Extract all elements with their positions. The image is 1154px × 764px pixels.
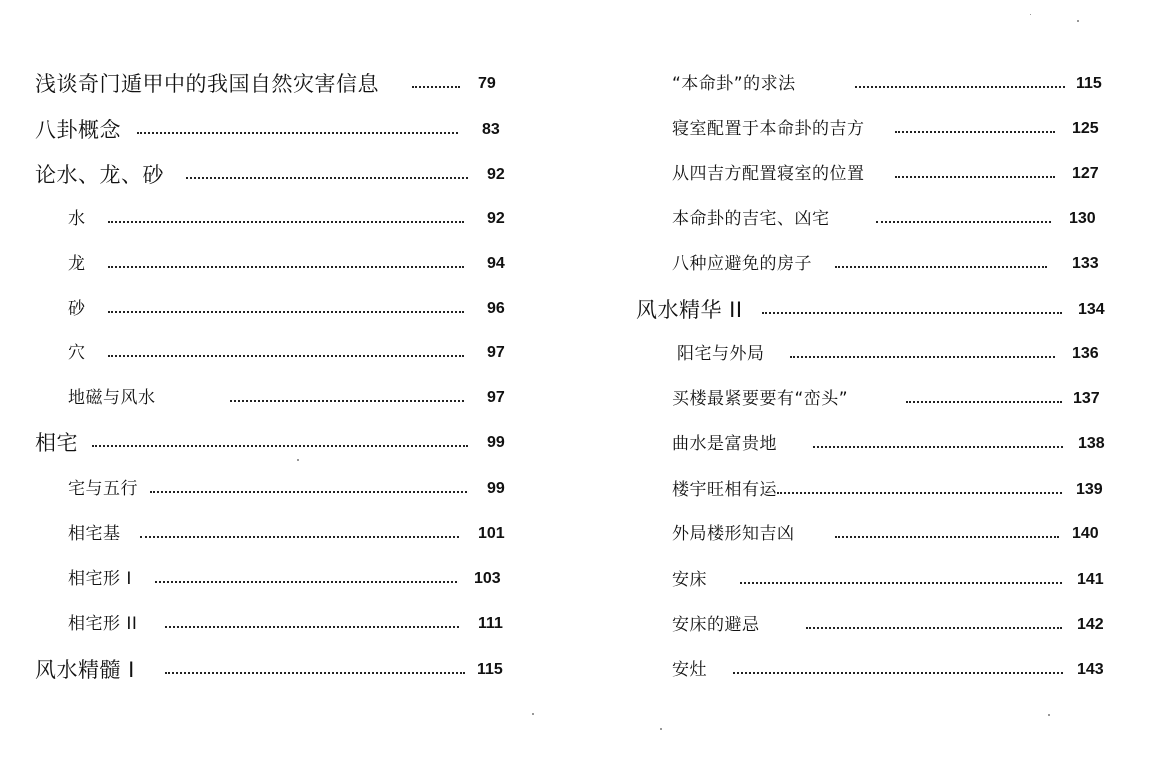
toc-entry-title: 论水、龙、砂 (35, 163, 164, 187)
toc-entry-page: 99 (487, 480, 505, 497)
toc-entry-page: 137 (1073, 390, 1100, 407)
toc-entry-right-7[interactable] (0, 384, 1154, 414)
toc-entry-title: 楼宇旺相有运 (672, 480, 777, 500)
toc-entry-title: 寝室配置于本命卦的吉方 (672, 119, 865, 139)
toc-entry-title: 宅与五行 (68, 479, 138, 499)
toc-entry-right-12[interactable] (0, 610, 1154, 640)
toc-leader-dots (813, 446, 1063, 448)
toc-leader-dots (762, 312, 1062, 314)
toc-entry-title: 浅谈奇门遁甲中的我国自然灾害信息 (35, 72, 379, 96)
toc-entry-right-0[interactable] (0, 69, 1154, 99)
toc-entry-title: 风水精髓 I (35, 658, 135, 682)
toc-leader-dots (876, 221, 1051, 223)
toc-entry-title: 八种应避免的房子 (672, 254, 812, 274)
toc-entry-page: 115 (1076, 75, 1102, 92)
toc-entry-right-1[interactable] (0, 114, 1154, 144)
toc-entry-page: 140 (1072, 525, 1099, 542)
toc-entry-page: 111 (478, 615, 503, 632)
toc-entry-right-11[interactable] (0, 565, 1154, 595)
scan-speck (1077, 20, 1079, 22)
toc-entry-page: 94 (487, 255, 505, 272)
toc-leader-dots (790, 356, 1055, 358)
scan-speck (1048, 714, 1050, 716)
toc-entry-title: 地磁与风水 (68, 388, 156, 408)
toc-entry-page: 133 (1072, 255, 1099, 272)
toc-entry-page: 101 (478, 525, 505, 542)
toc-entry-page: 127 (1072, 165, 1099, 182)
toc-entry-right-10[interactable] (0, 519, 1154, 549)
toc-entry-right-13[interactable] (0, 655, 1154, 685)
toc-leader-dots (895, 131, 1055, 133)
toc-entry-page: 103 (474, 570, 501, 587)
toc-entry-page: 142 (1077, 616, 1104, 633)
toc-entry-page: 141 (1077, 571, 1104, 588)
toc-entry-page: 143 (1077, 661, 1104, 678)
toc-entry-page: 139 (1076, 481, 1103, 498)
toc-leader-dots (895, 176, 1055, 178)
toc-leader-dots (906, 401, 1062, 403)
toc-entry-right-2[interactable] (0, 159, 1154, 189)
toc-entry-page: 96 (487, 300, 505, 317)
toc-entry-title: “本命卦”的求法 (672, 74, 796, 94)
toc-entry-title: 外局楼形知吉凶 (672, 524, 795, 544)
toc-entry-title: 买楼最紧要要有“峦头” (672, 389, 849, 409)
toc-entry-right-5[interactable] (0, 295, 1154, 325)
toc-entry-title: 八卦概念 (35, 118, 121, 142)
toc-entry-title: 穴 (68, 343, 86, 363)
toc-entry-title: 安床的避忌 (672, 615, 760, 635)
toc-entry-page: 97 (487, 344, 505, 361)
toc-leader-dots (740, 582, 1062, 584)
toc-leader-dots (855, 86, 1065, 88)
toc-leader-dots (733, 672, 1063, 674)
toc-entry-title: 水 (68, 209, 86, 229)
toc-entry-page: 130 (1069, 210, 1096, 227)
scan-speck (660, 728, 662, 730)
toc-entry-page: 92 (487, 166, 505, 183)
toc-entry-title: 相宅形 II (68, 614, 138, 634)
toc-entry-title: 阳宅与外局 (677, 344, 765, 364)
toc-entry-right-8[interactable] (0, 429, 1154, 459)
toc-entry-title: 砂 (68, 299, 86, 319)
toc-entry-right-3[interactable] (0, 204, 1154, 234)
toc-entry-right-6[interactable] (0, 339, 1154, 369)
toc-entry-title: 相宅 (35, 431, 78, 455)
toc-entry-title: 龙 (68, 254, 86, 274)
toc-entry-page: 134 (1078, 301, 1105, 318)
toc-entry-title: 从四吉方配置寝室的位置 (672, 164, 865, 184)
toc-leader-dots (806, 627, 1062, 629)
toc-entry-page: 83 (482, 121, 500, 138)
toc-entry-title: 曲水是富贵地 (672, 434, 777, 454)
toc-entry-page: 79 (478, 75, 496, 92)
toc-entry-title: 安灶 (672, 660, 707, 680)
toc-leader-dots (835, 266, 1047, 268)
toc-leader-dots (835, 536, 1059, 538)
scan-speck (532, 713, 534, 715)
toc-entry-right-9[interactable] (0, 475, 1154, 505)
toc-entry-right-4[interactable] (0, 249, 1154, 279)
toc-leader-dots (777, 492, 1062, 494)
toc-entry-page: 138 (1078, 435, 1105, 452)
toc-entry-title: 相宅基 (68, 524, 121, 544)
toc-entry-page: 92 (487, 210, 505, 227)
toc-entry-page: 99 (487, 434, 505, 451)
toc-entry-page: 125 (1072, 120, 1099, 137)
scan-speck (1030, 14, 1031, 15)
toc-entry-title: 相宅形 I (68, 569, 132, 589)
toc-entry-title: 本命卦的吉宅、凶宅 (672, 209, 830, 229)
toc-entry-title: 安床 (672, 570, 707, 590)
toc-entry-page: 136 (1072, 345, 1099, 362)
scan-speck (297, 459, 299, 461)
toc-entry-title: 风水精华 II (636, 298, 743, 322)
toc-entry-page: 115 (477, 661, 503, 678)
toc-entry-page: 97 (487, 389, 505, 406)
